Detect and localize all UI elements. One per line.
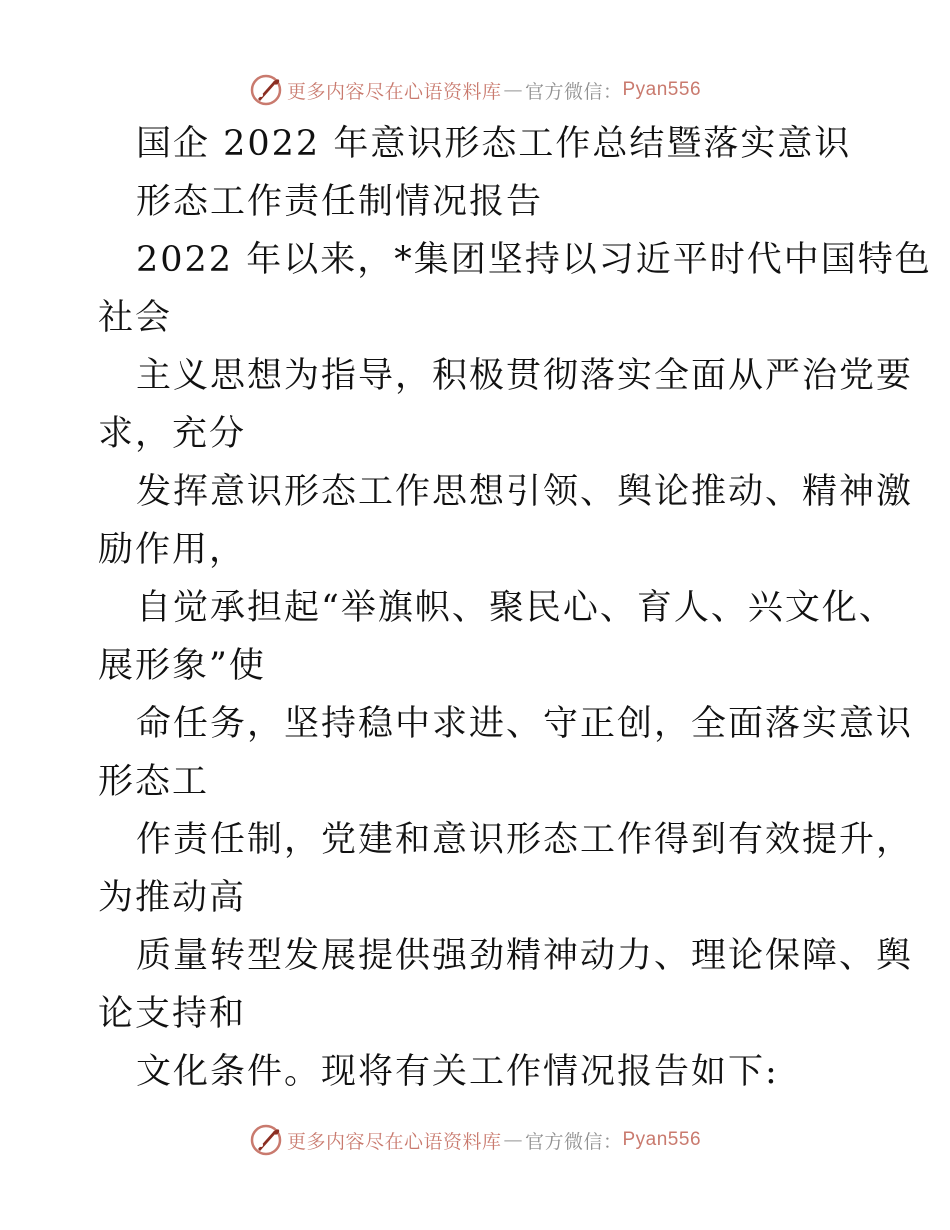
quill-pen-icon xyxy=(249,73,283,107)
body-line: 质量转型发展提供强劲精神动力、理论保障、舆 xyxy=(136,936,914,976)
watermark-brand: 更多内容尽在心语资料库 xyxy=(286,80,502,103)
watermark-wechat-id: Pyan556 xyxy=(622,1129,702,1150)
body-line: 2022 年以来，*集团坚持以习近平时代中国特色 xyxy=(136,240,932,280)
body-line: 发挥意识形态工作思想引领、舆论推动、精神激 xyxy=(136,472,914,512)
quill-pen-icon xyxy=(249,1123,283,1157)
footer-watermark xyxy=(0,1120,950,1160)
body-line: 形态工 xyxy=(98,762,210,802)
header-watermark xyxy=(0,70,950,110)
watermark-wechat-id: Pyan556 xyxy=(622,79,702,100)
body-line: 社会 xyxy=(98,298,173,338)
watermark-label: 官方微信： xyxy=(524,1130,623,1153)
body-line: 论支持和 xyxy=(98,994,247,1034)
body-line: 励作用， xyxy=(98,530,247,570)
body-line: 文化条件。现将有关工作情况报告如下: xyxy=(136,1052,779,1092)
body-line: 为推动高 xyxy=(98,878,247,918)
body-line: 求，充分 xyxy=(98,414,247,454)
body-line: 命任务，坚持稳中求进、守正创，全面落实意识 xyxy=(136,704,914,744)
body-line: 作责任制，党建和意识形态工作得到有效提升， xyxy=(136,820,914,860)
watermark-label: 官方微信： xyxy=(524,80,623,103)
document-title-line-1: 国企 2022 年意识形态工作总结暨落实意识 xyxy=(136,124,852,164)
document-title-line-2: 形态工作责任制情况报告 xyxy=(136,182,544,222)
body-line: 自觉承担起“举旗帜、聚民心、育人、兴文化、 xyxy=(136,588,896,628)
watermark-separator: — xyxy=(503,79,523,101)
body-line: 主义思想为指导，积极贯彻落实全面从严治党要 xyxy=(136,356,914,396)
watermark-separator: — xyxy=(503,1129,523,1151)
watermark-brand: 更多内容尽在心语资料库 xyxy=(286,1130,502,1153)
body-line: 展形象”使 xyxy=(98,646,266,686)
document-body xyxy=(98,115,932,1101)
